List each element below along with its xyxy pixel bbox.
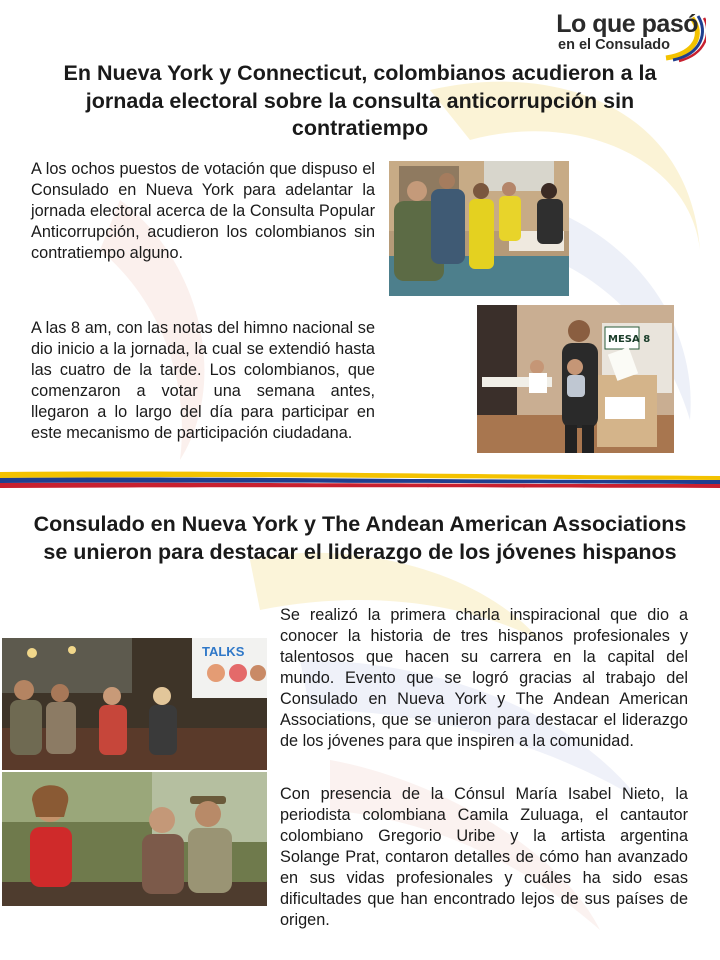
talks-screen-label: TALKS <box>202 644 245 659</box>
logo-title: Lo que pasó <box>556 10 698 38</box>
mesa-sign-label: MESA 8 <box>608 334 651 345</box>
logo-subtitle: en el Consulado <box>558 37 670 53</box>
article-1-title: En Nueva York y Connecticut, colombianos acudieron a la jornada electoral sobre la consulta anticorrupción sin contratiempo <box>63 61 657 140</box>
article-2-paragraph-2: Con presencia de la Cónsul María Isabel Nieto, la periodista colombiana Camila Zuluaga, el cantautor colombiano Gregorio Uribe y la artista argentina Solange Prat, contaron detalles de cómo han avanzado en sus vidas profesionales y cuáles ha sido esas dificultades que han encontrado lejos de sus países de origen. <box>280 785 688 929</box>
article-2-paragraph-1: Se realizó la primera charla inspiracional que dio a conocer la historia de tres hispanos profesionales y talentosos que hacen su carrera en la capital del mundo. Evento que se logró gracias al trabajo del Consulado en Nueva York y The Andean American Associations, que se unieron para destacar el liderazgo de los jóvenes para que inspiren a la comunidad. <box>280 606 688 750</box>
speakers-photo <box>2 772 267 906</box>
panel-talk-photo <box>2 638 267 770</box>
voting-hall-photo <box>389 161 569 296</box>
logo <box>536 10 706 58</box>
article-1-paragraph-2: A las 8 am, con las notas del himno nacional se dio inicio a la jornada, la cual se extendió hasta las cuatro de la tarde. Los colombianos, que comenzaron a votar una semana antes, llegaron a lo largo del día para participar en este mecanismo de participación ciudadana. <box>31 319 375 442</box>
article-1-paragraph-1: A los ochos puestos de votación que dispuso el Consulado en Nueva York para adelantar la jornada electoral acerca de la Consulta Popular Anticorrupción, acudieron los colombianos sin contratiempo alguno. <box>31 160 375 262</box>
voting-booth-photo <box>477 305 674 453</box>
article-2-title: Consulado en Nueva York y The Andean American Associations se unieron para destacar el liderazgo de los jóvenes hispanos <box>33 512 687 564</box>
flag-band-divider <box>0 470 720 492</box>
